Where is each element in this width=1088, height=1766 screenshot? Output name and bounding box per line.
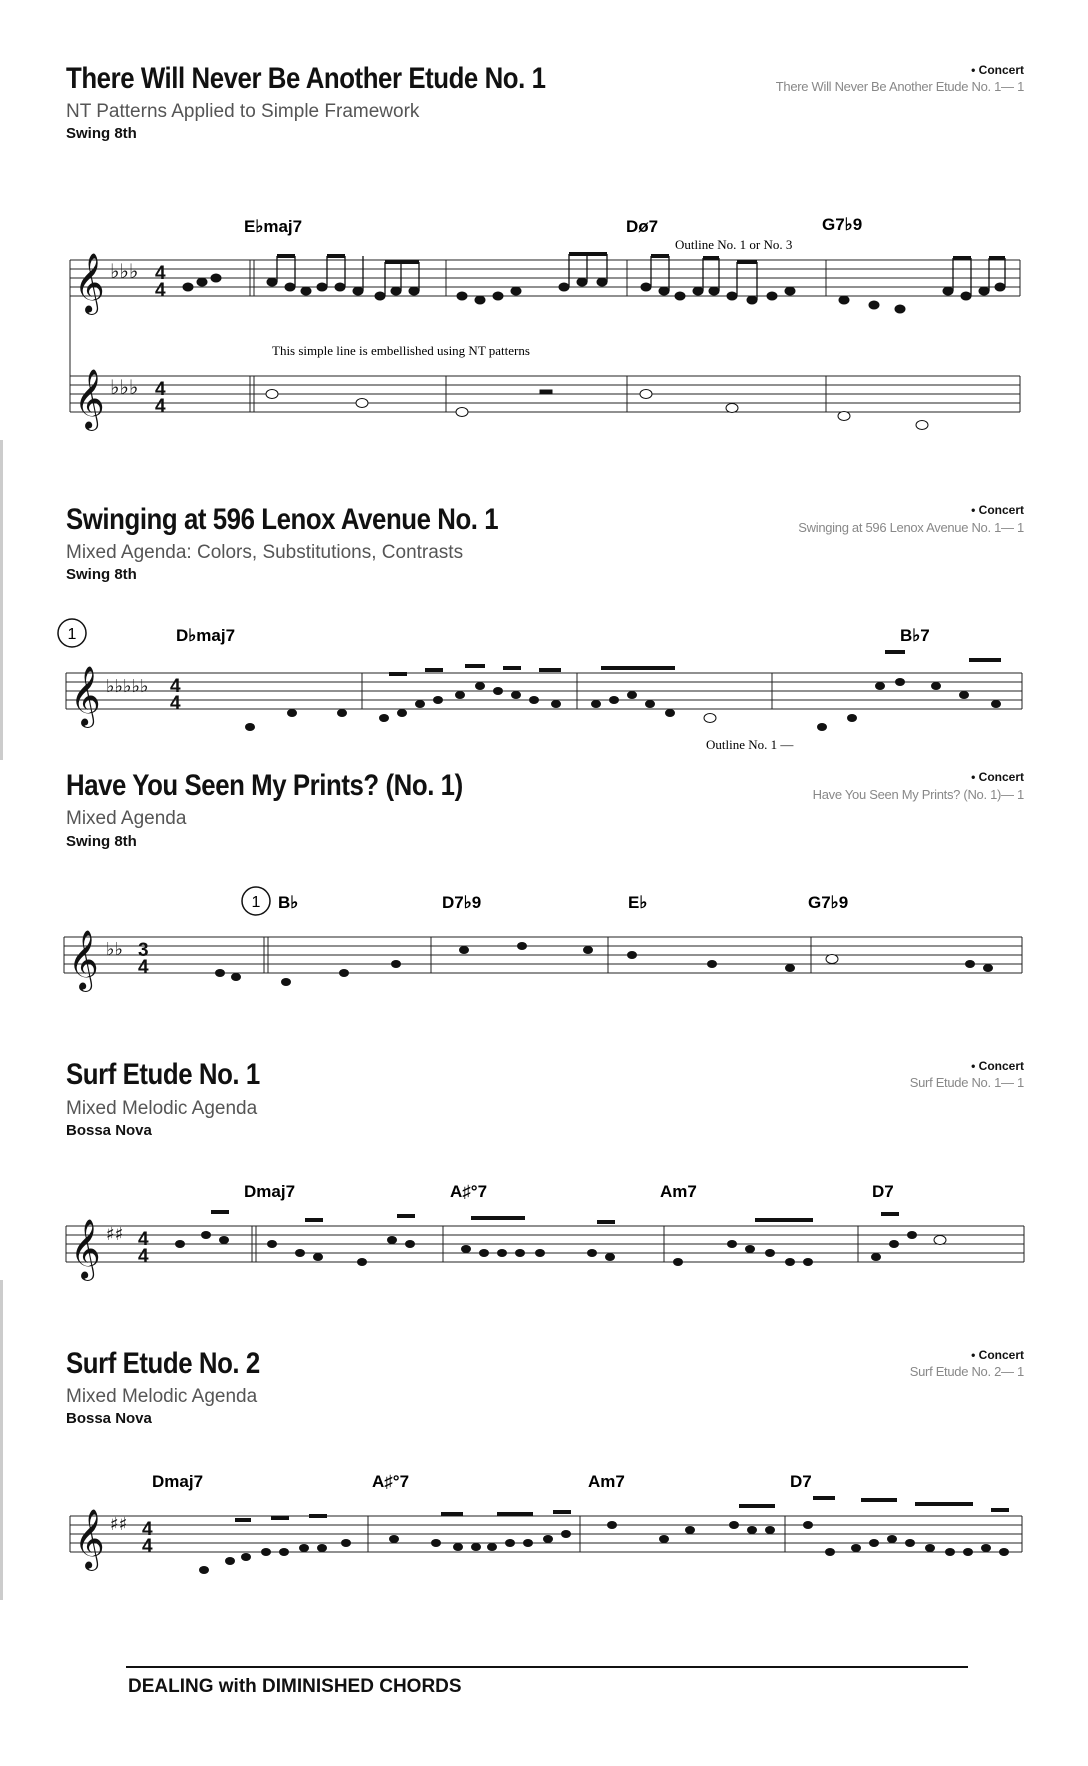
beams <box>211 1212 899 1222</box>
chord-symbol: E♭ <box>628 893 648 912</box>
page-reference: Surf Etude No. 2— 1 <box>909 1364 1024 1379</box>
time-signature: 4 <box>138 1246 149 1267</box>
staff-system <box>0 1460 1088 1600</box>
tune-style: Bossa Nova <box>66 1410 152 1427</box>
chord-symbol: Dø7 <box>626 217 659 236</box>
chord-symbol: Dmaj7 <box>152 1472 204 1491</box>
time-signature: 4 <box>155 280 166 301</box>
chord-symbol: D♭maj7 <box>176 626 236 645</box>
treble-clef-icon: 𝄞 <box>68 930 99 990</box>
staff-lines <box>66 673 1022 709</box>
treble-clef-icon: 𝄞 <box>70 666 101 726</box>
time-signature: 4 <box>138 957 149 978</box>
time-signature: 4 <box>155 379 166 400</box>
beams <box>277 254 1005 262</box>
chord-symbol: G7♭9 <box>822 215 863 234</box>
page-reference: Surf Etude No. 1— 1 <box>909 1075 1024 1090</box>
treble-clef-icon: 𝄞 <box>74 1509 105 1569</box>
beams <box>389 652 1001 674</box>
key-signature-icon: ♯♯ <box>106 1224 124 1245</box>
melody-notes <box>199 1521 1009 1574</box>
time-signature: 4 <box>170 693 181 714</box>
chord-symbol: E♭maj7 <box>244 217 303 236</box>
chord-symbol: Am7 <box>660 1182 697 1201</box>
tune-style: Swing 8th <box>66 833 137 850</box>
page-reference: Have You Seen My Prints? (No. 1)— 1 <box>812 787 1024 802</box>
staff-system <box>0 200 1088 440</box>
chord-symbol: D7 <box>790 1472 812 1491</box>
concert-label: • Concert <box>971 503 1024 517</box>
staff-system <box>0 1170 1088 1310</box>
chord-symbol: Dmaj7 <box>244 1182 296 1201</box>
chord-symbol: D7 <box>872 1182 894 1201</box>
concert-label: • Concert <box>971 770 1024 784</box>
chord-symbol: D7♭9 <box>442 893 482 912</box>
tune-title: Surf Etude No. 2 <box>66 1347 260 1380</box>
tune-subtitle: Mixed Melodic Agenda <box>66 1098 258 1119</box>
melody-notes <box>245 678 1001 731</box>
treble-clef-icon: 𝄞 <box>74 253 105 313</box>
tune-style: Swing 8th <box>66 125 137 142</box>
treble-clef-icon: 𝄞 <box>70 1219 101 1279</box>
chord-symbol: B♭ <box>278 893 299 912</box>
staff-lines <box>70 260 1020 412</box>
staff-lines <box>64 937 1022 973</box>
beams <box>235 1498 1009 1520</box>
time-signature: 4 <box>155 263 166 284</box>
concert-label: • Concert <box>971 1059 1024 1073</box>
chord-symbol: G7♭9 <box>808 893 849 912</box>
staff-lines <box>70 1516 1022 1552</box>
time-signature: 4 <box>142 1519 153 1540</box>
page-reference: Swinging at 596 Lenox Avenue No. 1— 1 <box>798 520 1024 535</box>
annotation: Outline No. 1 or No. 3 <box>675 237 793 252</box>
rehearsal-number: 1 <box>251 894 261 911</box>
chord-symbol: A♯°7 <box>372 1472 410 1491</box>
tune-style: Bossa Nova <box>66 1122 152 1139</box>
time-signature: 3 <box>138 940 149 961</box>
time-signature: 4 <box>170 676 181 697</box>
chord-symbol: A♯°7 <box>450 1182 488 1201</box>
staff-system <box>0 880 1088 1020</box>
tune-style: Swing 8th <box>66 566 137 583</box>
annotation: Outline No. 1 — <box>706 737 794 752</box>
key-signature-icon: ♯♯ <box>110 1514 128 1535</box>
tune-subtitle: Mixed Agenda: Colors, Substitutions, Contrasts <box>66 542 464 563</box>
key-signature-icon: ♭♭♭♭♭ <box>106 676 149 697</box>
treble-clef-icon: 𝄞 <box>74 369 105 429</box>
rehearsal-number: 1 <box>67 626 77 643</box>
chord-symbol: Am7 <box>588 1472 625 1491</box>
chord-symbol: B♭7 <box>900 626 930 645</box>
key-signature-icon: ♭♭♭ <box>110 375 139 399</box>
tune-title: There Will Never Be Another Etude No. 1 <box>66 62 546 95</box>
concert-label: • Concert <box>971 1348 1024 1362</box>
time-signature: 4 <box>138 1229 149 1250</box>
tune-subtitle: Mixed Melodic Agenda <box>66 1386 258 1407</box>
page-reference: There Will Never Be Another Etude No. 1— 1 <box>775 79 1024 94</box>
time-signature: 4 <box>142 1536 153 1557</box>
tune-subtitle: NT Patterns Applied to Simple Framework <box>66 101 420 122</box>
key-signature-icon: ♭♭♭ <box>110 259 139 283</box>
annotation: This simple line is embellished using NT patterns <box>272 343 530 358</box>
melody-notes <box>175 1231 946 1266</box>
tune-title: Swinging at 596 Lenox Avenue No. 1 <box>66 503 499 536</box>
footer-rule <box>126 1666 968 1668</box>
key-signature-icon: ♭♭ <box>106 939 123 960</box>
staff-system <box>0 610 1088 760</box>
time-signature: 4 <box>155 396 166 417</box>
tune-title: Surf Etude No. 1 <box>66 1058 260 1091</box>
tune-title: Have You Seen My Prints? (No. 1) <box>66 769 463 802</box>
concert-label: • Concert <box>971 63 1024 77</box>
tune-subtitle: Mixed Agenda <box>66 808 187 829</box>
page-footer: DEALING with DIMINISHED CHORDS <box>128 1676 462 1697</box>
